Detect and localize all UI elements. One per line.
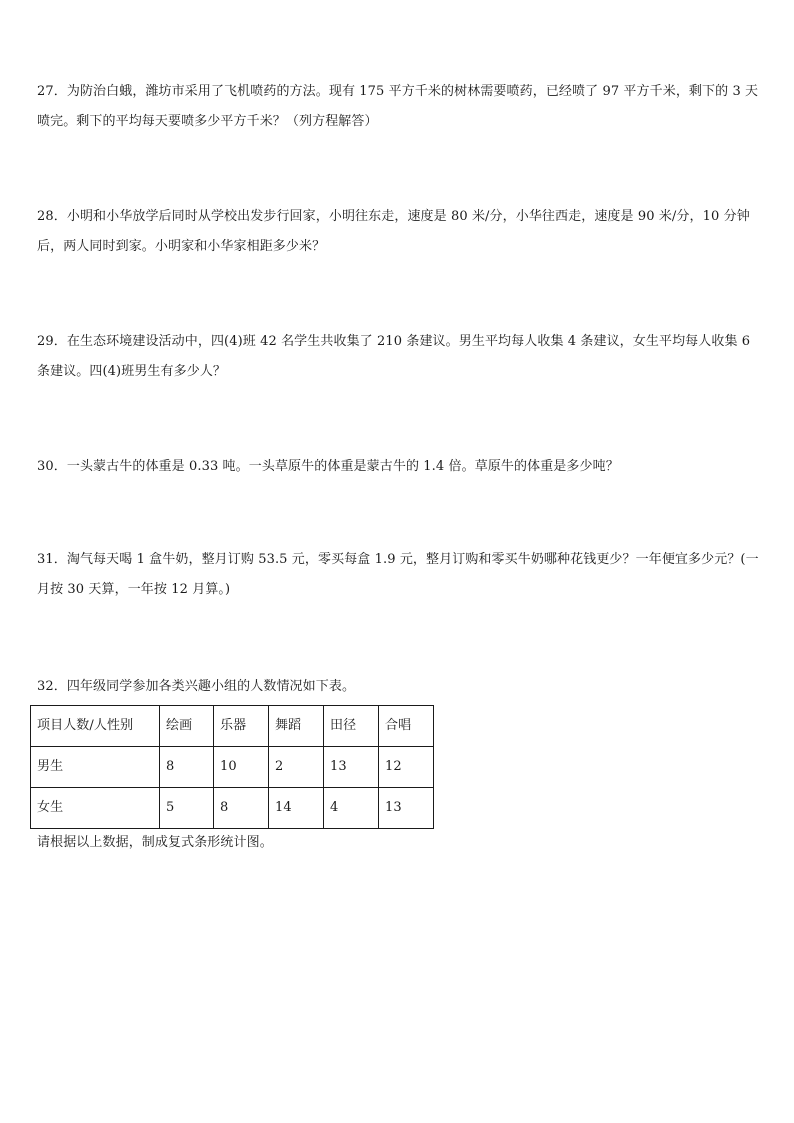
problem-27-text: 27．为防治白蛾，潍坊市采用了飞机喷药的方法。现有 175 平方千米的树林需要喷药，已经喷了 97 平方千米，剩下的 3 天喷完。剩下的平均每天要喷多少平方千米？（列方程解答） <box>37 84 759 129</box>
problem-30-text: 30．一头蒙古牛的体重是 0.33 吨。一头草原牛的体重是蒙古牛的 1.4 倍。草原牛的体重是多少吨？ <box>37 459 619 474</box>
table-cell: 女生 <box>31 788 160 829</box>
problem-31 <box>37 545 759 605</box>
problem-28-text: 28．小明和小华放学后同时从学校出发步行回家，小明往东走，速度是 80 米/分，小华往西走，速度是 90 米/分，10 分钟后，两人同时到家。小明家和小华家相距多少米？ <box>37 209 750 254</box>
problem-32-intro: 32．四年级同学参加各类兴趣小组的人数情况如下表。 <box>37 679 356 694</box>
table-cell: 5 <box>160 788 214 829</box>
table-header-cell: 田径 <box>324 706 379 747</box>
table-cell: 14 <box>269 788 324 829</box>
table-row <box>31 788 434 829</box>
table-cell: 8 <box>214 788 269 829</box>
problem-28 <box>37 202 759 262</box>
problem-31-text: 31．淘气每天喝 1 盒牛奶，整月订购 53.5 元，零买每盒 1.9 元，整月订购和零买牛奶哪种花钱更少？一年便宜多少元？(一月按 30 天算，一年按 12 月算。) <box>37 552 759 597</box>
problem-30 <box>37 452 759 482</box>
problem-32 <box>37 672 759 857</box>
table-header-cell: 舞蹈 <box>269 706 324 747</box>
table-cell: 2 <box>269 747 324 788</box>
table-header-cell: 绘画 <box>160 706 214 747</box>
table-cell: 13 <box>324 747 379 788</box>
table-cell: 13 <box>379 788 434 829</box>
problem-27 <box>37 77 759 137</box>
problem-32-instruction: 请根据以上数据，制成复式条形统计图。 <box>37 835 273 850</box>
problem-29-text: 29．在生态环境建设活动中，四(4)班 42 名学生共收集了 210 条建议。男生平均每人收集 4 条建议，女生平均每人收集 6 条建议。四(4)班男生有多少人？ <box>37 334 751 379</box>
table-row <box>31 747 434 788</box>
table-header-cell: 乐器 <box>214 706 269 747</box>
table-header-row <box>31 706 434 747</box>
table-header-cell: 合唱 <box>379 706 434 747</box>
table-cell: 男生 <box>31 747 160 788</box>
table-cell: 12 <box>379 747 434 788</box>
table-cell: 10 <box>214 747 269 788</box>
table-header-cell: 项目人数/人性别 <box>31 706 160 747</box>
table-cell: 8 <box>160 747 214 788</box>
interest-group-table <box>30 705 434 829</box>
problem-29 <box>37 327 759 387</box>
table-cell: 4 <box>324 788 379 829</box>
